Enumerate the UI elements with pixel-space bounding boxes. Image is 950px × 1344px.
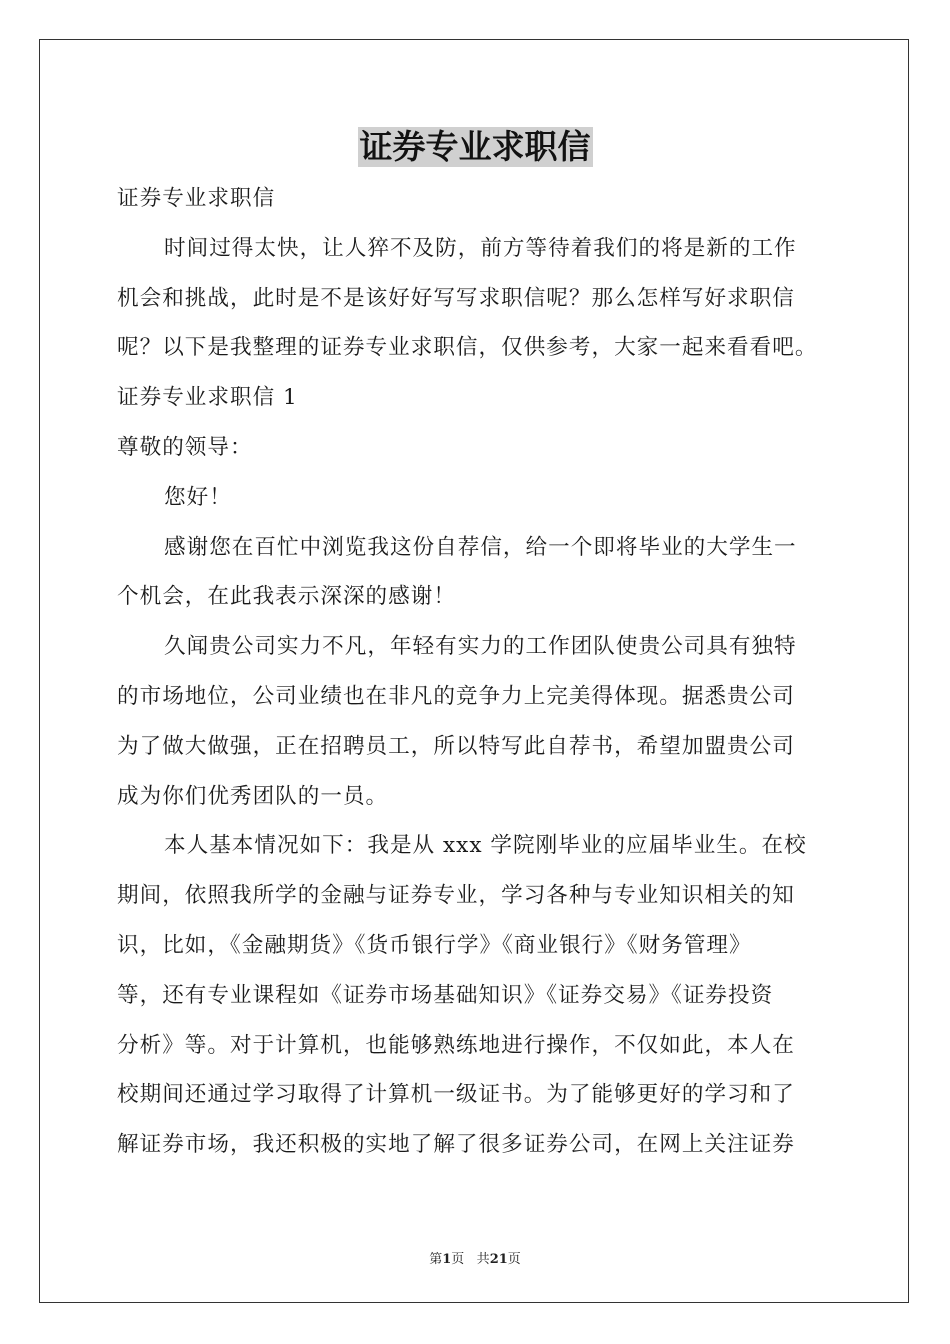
text-line: 识，比如，《金融期货》《货币银行学》《商业银行》《财务管理》 (117, 932, 752, 958)
text-line: 时间过得太快，让人猝不及防，前方等待着我们的将是新的工作 (164, 235, 797, 261)
text-line: 您好！ (164, 484, 232, 510)
text-line: 久闻贵公司实力不凡，年轻有实力的工作团队使贵公司具有独特 (164, 634, 797, 660)
text-line: 为了做大做强，正在招聘员工，所以特写此自荐书，希望加盟贵公司 (117, 733, 795, 759)
text-line: 本人基本情况如下：我是从 xxx 学院刚毕业的应届毕业生。在校 (164, 833, 807, 859)
text-line: 感谢您在百忙中浏览我这份自荐信，给一个即将毕业的大学生一 (164, 534, 797, 560)
title-container (0, 127, 950, 167)
text-line: 个机会，在此我表示深深的感谢！ (117, 584, 456, 610)
page-suffix: 页 (451, 1252, 465, 1267)
total-pages: 21 (489, 1252, 508, 1267)
text-line: 证券专业求职信 (117, 186, 276, 211)
page-prefix: 第 (429, 1252, 443, 1267)
text-line: 证券专业求职信 1 (117, 385, 298, 411)
text-line: 成为你们优秀团队的一员。 (117, 783, 389, 809)
text-line: 呢？以下是我整理的证券专业求职信，仅供参考，大家一起来看看吧。 (117, 335, 818, 361)
text-line: 解证券市场，我还积极的实地了解了很多证券公司，在网上关注证券 (117, 1132, 795, 1158)
text-line: 机会和挑战，此时是不是该好好写写求职信呢？那么怎样写好求职信 (117, 285, 795, 311)
text-line: 等，还有专业课程如《证券市场基础知识》《证券交易》《证券投资 (117, 982, 774, 1008)
document-body (117, 181, 839, 1177)
total-suffix: 页 (507, 1252, 521, 1267)
document-title: 证券专业求职信 (359, 127, 591, 166)
page-number: 1 (442, 1252, 452, 1267)
page-footer (0, 1248, 950, 1267)
text-line: 校期间还通过学习取得了计算机一级证书。为了能够更好的学习和了 (117, 1082, 795, 1108)
text-line: 期间，依照我所学的金融与证券专业，学习各种与专业知识相关的知 (117, 883, 795, 909)
total-prefix: 共 (476, 1252, 490, 1267)
text-line: 分析》等。对于计算机，也能够熟练地进行操作，不仅如此，本人在 (117, 1032, 795, 1058)
text-line: 尊敬的领导： (117, 434, 253, 460)
text-line: 的市场地位，公司业绩也在非凡的竞争力上完美得体现。据悉贵公司 (117, 683, 795, 709)
